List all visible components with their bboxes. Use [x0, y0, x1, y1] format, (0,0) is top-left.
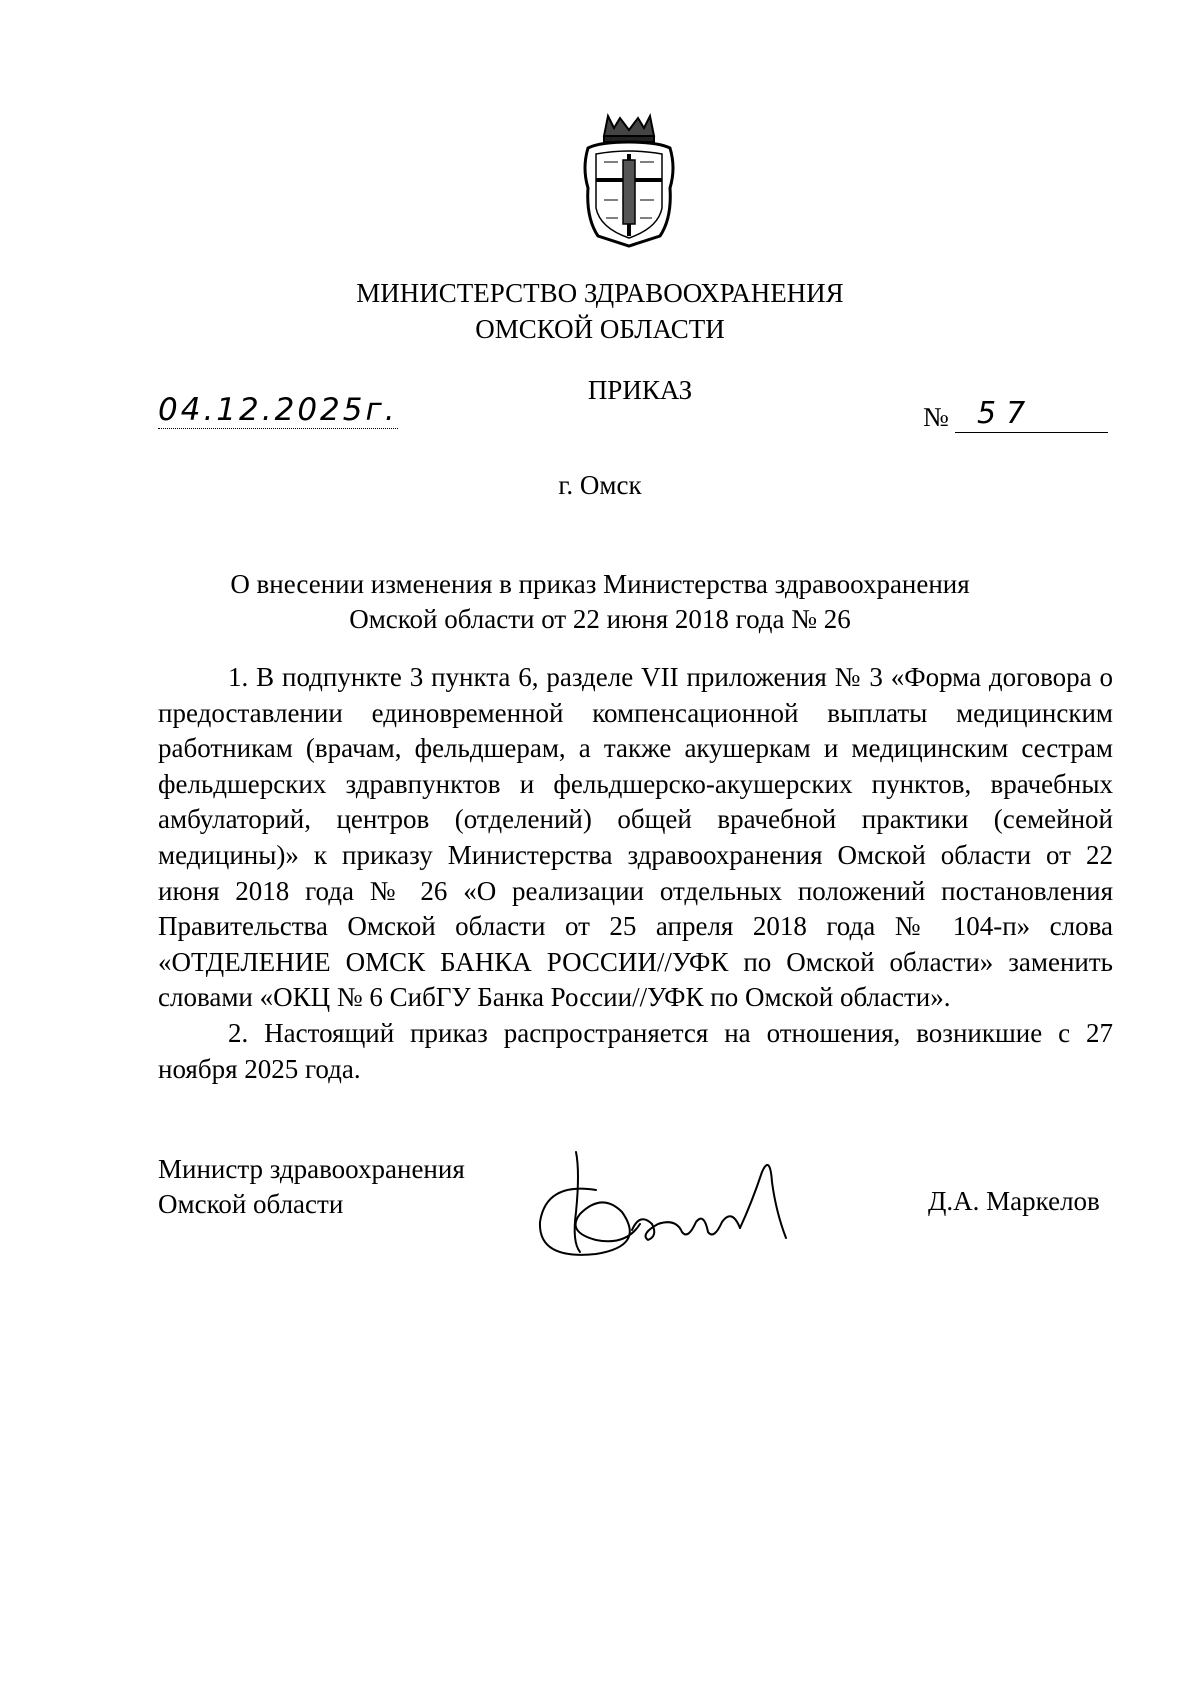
order-body	[158, 660, 1113, 1087]
order-title-line1: О внесении изменения в приказ Министерства здравоохранения	[230, 569, 970, 599]
paragraph-1: 1. В подпункте 3 пункта 6, разделе VII приложения № 3 «Форма договора о предоставлении единовременной компенсационной выплаты медицинским работникам (врачам, фельдшерам, а также акушеркам и медицинским сестрам фельдшерских здравпунктов и фельдшерско-акушерских пунктов, врачебных амбулаторий, центров (отделений) общей врачебной практики (семейной медицины)» к приказу Министерства здравоохранения Омской области от 22 июня 2018 года № 26 «О реализации отдельных положений постановления Правительства Омской области от 25 апреля 2018 года № 104-п» слова «ОТДЕЛЕНИЕ ОМСК БАНКА РОССИИ//УФК по Омской области» заменить словами «ОКЦ № 6 СибГУ Банка России//УФК по Омской области».	[158, 662, 1113, 1013]
order-number: 57	[955, 396, 1108, 433]
signer-position-line2: Омской области	[158, 1189, 344, 1219]
organization-name-line2: ОМСКОЙ ОБЛАСТИ	[475, 314, 725, 344]
document-type: ПРИКАЗ	[587, 375, 693, 405]
organization-name-line1: МИНИСТЕРСТВО ЗДРАВООХРАНЕНИЯ	[356, 278, 844, 308]
order-date: 04.12.2025г.	[158, 392, 398, 428]
signer-position-line1: Министр здравоохранения	[158, 1154, 465, 1184]
signature-icon	[536, 1142, 836, 1262]
order-title-line2: Омской области от 22 июня 2018 года № 26	[349, 604, 851, 634]
paragraph-2: 2. Настоящий приказ распространяется на отношения, возникшие с 27 ноября 2025 года.	[158, 1017, 1113, 1084]
signer-name: Д.А. Маркелов	[928, 1186, 1100, 1216]
coat-of-arms-icon	[578, 108, 680, 248]
number-sign: №	[923, 402, 949, 432]
signer-position	[158, 1152, 465, 1222]
city: г. Омск	[558, 470, 642, 500]
